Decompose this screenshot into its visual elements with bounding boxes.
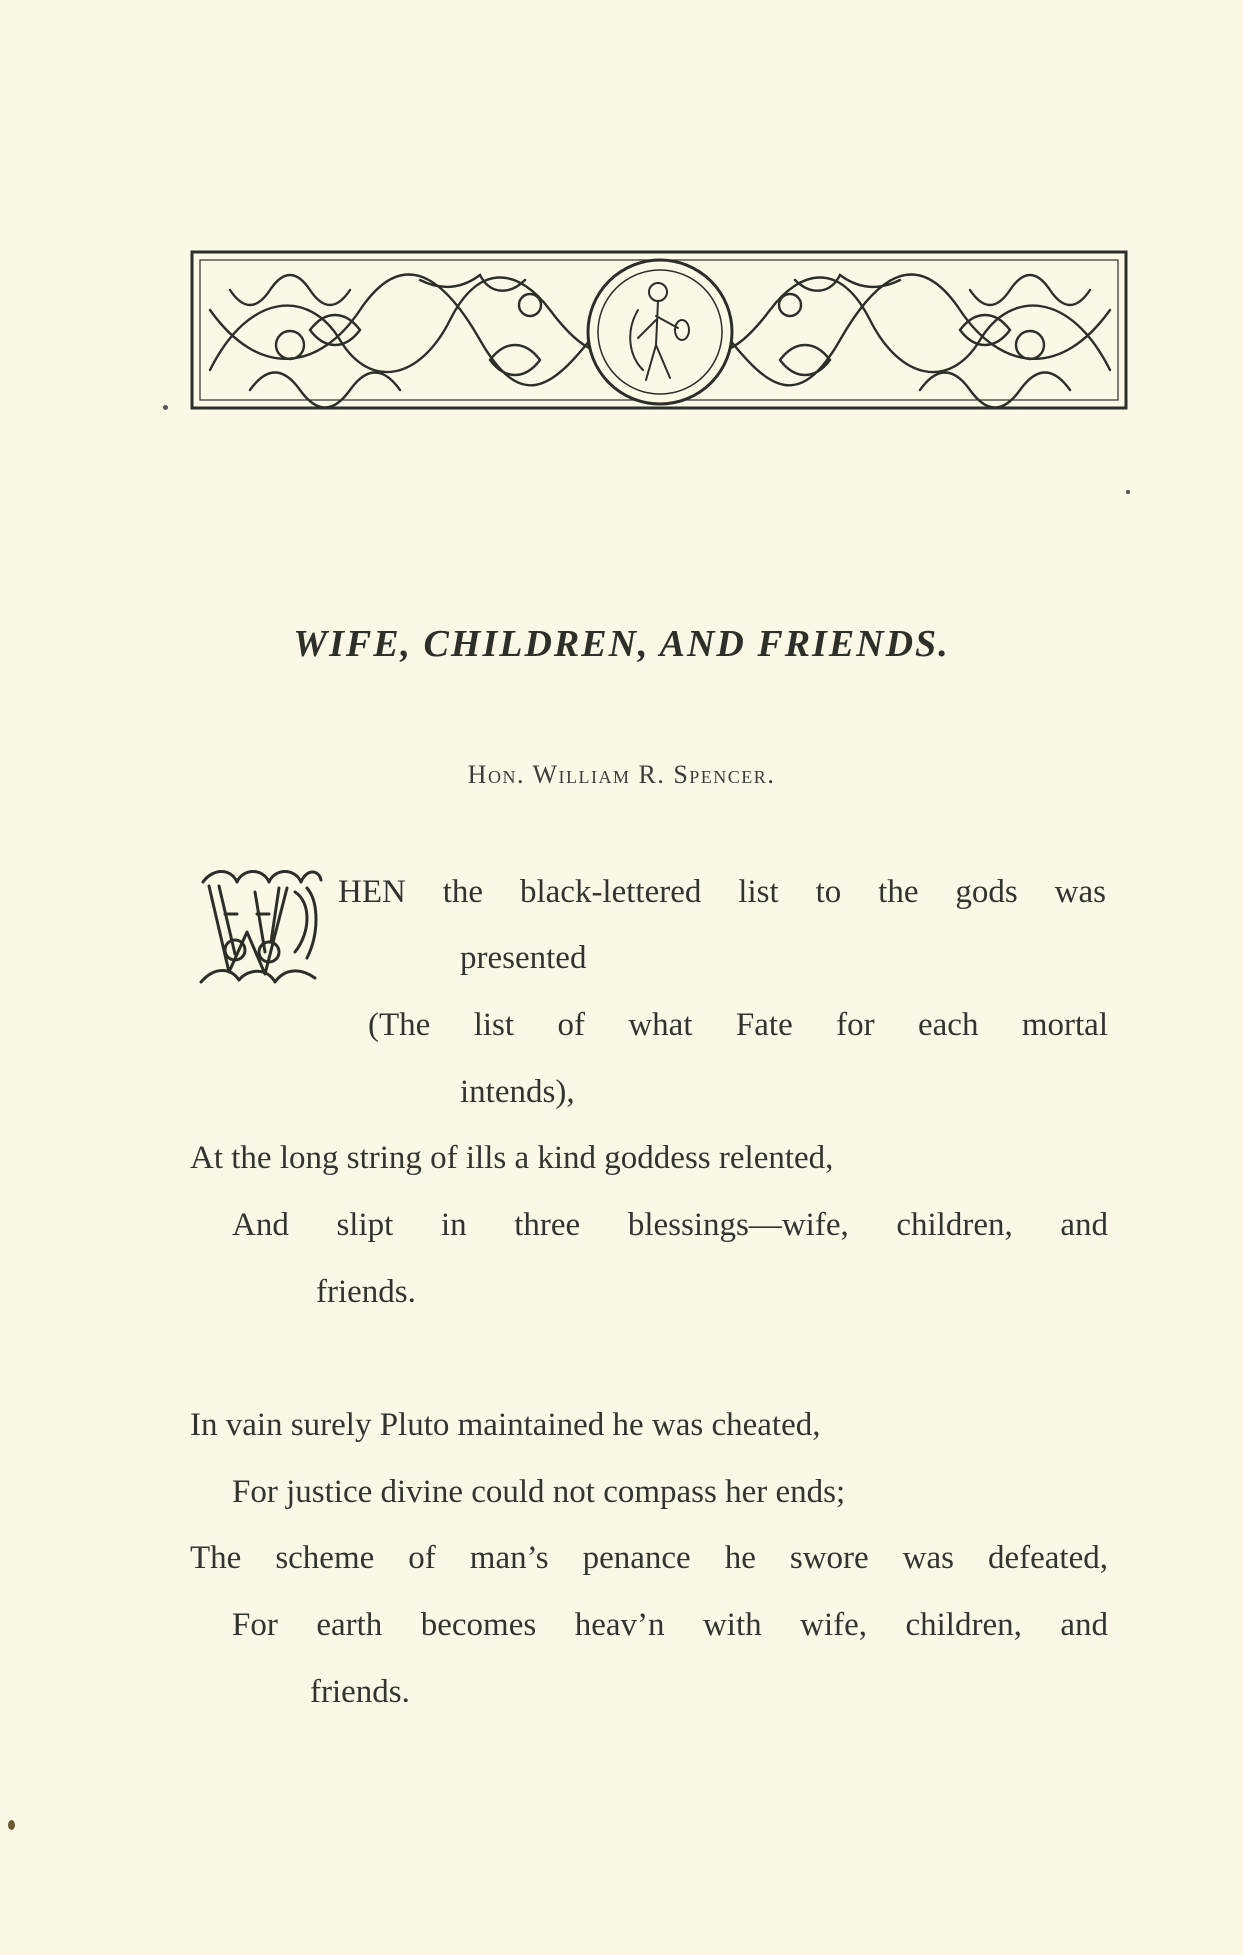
poem-line: For justice divine could not compass her ends; bbox=[232, 1474, 846, 1510]
poem-line: intends), bbox=[460, 1074, 575, 1110]
poem-line: HEN the black-lettered list to the gods was bbox=[338, 874, 1106, 910]
poem-line: friends. bbox=[316, 1274, 416, 1310]
floral-headpiece-icon bbox=[190, 250, 1130, 415]
poem-title: WIFE, CHILDREN, AND FRIENDS. bbox=[293, 623, 950, 665]
poem-line: At the long string of ills a kind goddess relented, bbox=[190, 1140, 834, 1176]
poem-line: (The list of what Fate for each mortal bbox=[368, 1007, 1108, 1043]
ornamental-drop-cap-w-icon bbox=[195, 862, 325, 997]
print-speck bbox=[163, 405, 168, 410]
print-speck bbox=[8, 1820, 15, 1830]
poem-author: Hon. William R. Spencer. bbox=[467, 760, 776, 789]
poem-line: presented bbox=[460, 940, 587, 976]
poem-line: The scheme of man’s penance he swore was defeated, bbox=[190, 1540, 1108, 1576]
poem-line: friends. bbox=[310, 1674, 410, 1710]
poem-line: In vain surely Pluto maintained he was cheated, bbox=[190, 1407, 821, 1443]
print-speck bbox=[1126, 490, 1130, 494]
poem-line: For earth becomes heav’n with wife, children, and bbox=[232, 1607, 1108, 1643]
poem-line: And slipt in three blessings—wife, children, and bbox=[232, 1207, 1108, 1243]
